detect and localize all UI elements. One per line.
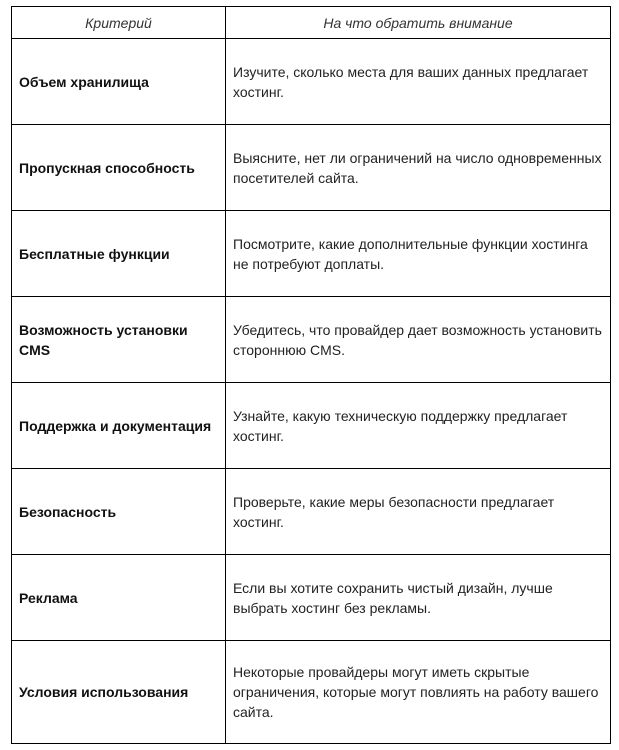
table-row	[12, 641, 611, 744]
criterion-cell: Объем хранилища	[12, 39, 226, 125]
note-cell: Проверьте, какие меры безопасности предлагает хостинг.	[226, 469, 611, 555]
header-note: На что обратить внимание	[226, 7, 611, 39]
criterion-cell: Реклама	[12, 555, 226, 641]
note-cell: Некоторые провайдеры могут иметь скрытые ограничения, которые могут повлиять на работу вашего сайта.	[226, 641, 611, 744]
table-row	[12, 39, 611, 125]
criterion-cell: Бесплатные функции	[12, 211, 226, 297]
criterion-cell: Возможность установки CMS	[12, 297, 226, 383]
header-row	[12, 7, 611, 39]
criterion-cell: Пропускная способность	[12, 125, 226, 211]
table-row	[12, 555, 611, 641]
note-cell: Выясните, нет ли ограничений на число одновременных посетителей сайта.	[226, 125, 611, 211]
note-cell: Посмотрите, какие дополнительные функции хостинга не потребуют доплаты.	[226, 211, 611, 297]
note-cell: Узнайте, какую техническую поддержку предлагает хостинг.	[226, 383, 611, 469]
hosting-criteria-table	[11, 6, 611, 744]
table-row	[12, 125, 611, 211]
header-criterion: Критерий	[12, 7, 226, 39]
criterion-cell: Условия использования	[12, 641, 226, 744]
table-row	[12, 469, 611, 555]
note-cell: Изучите, сколько места для ваших данных предлагает хостинг.	[226, 39, 611, 125]
table-row	[12, 297, 611, 383]
table-row	[12, 383, 611, 469]
criterion-cell: Безопасность	[12, 469, 226, 555]
table-row	[12, 211, 611, 297]
note-cell: Если вы хотите сохранить чистый дизайн, лучше выбрать хостинг без рекламы.	[226, 555, 611, 641]
criterion-cell: Поддержка и документация	[12, 383, 226, 469]
note-cell: Убедитесь, что провайдер дает возможность установить стороннюю CMS.	[226, 297, 611, 383]
